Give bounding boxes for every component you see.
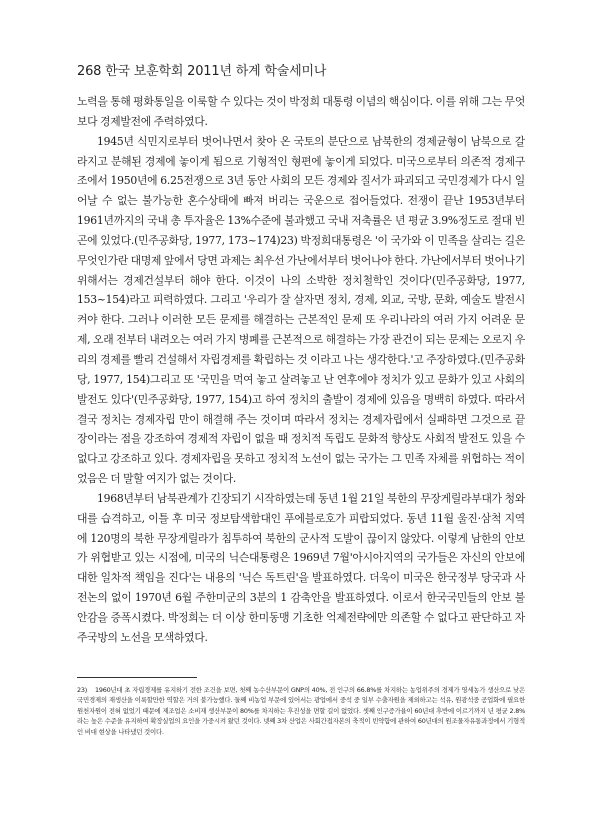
running-header: 268 한국 보훈학회 2011년 하계 학술세미나 <box>77 64 327 79</box>
footnote-text: 1960년대 초 자립경제를 유지하기 전한 조건을 보면, 첫째 농수산부문이 GNP의 40%, 전 인구의 66.8%를 차지하는 농업위주의 경제가 영세농가 생산으로 낮은 국민경제의 재생산을 이룩할만한 역할은 거의 불가능했다. 둘째 비농업 부문에 있어서는 광업에서 중석 중 일부 수출자원을 제외하고는 석유, 원광석중 공업화에 필요한 원천자원이 전혀 없었기 때문에 제조업은 소비재 생산부문이 80%를 차지하는 후진성을 면할 길이 없었다. 셋째 인구증가율이 60년대 후반에 이르기까지 년 평균 2.8%라는 높은 수준을 유지하여 확장실업의 요인을 가중시켜 왔던 것이다. 넷째 3차 산업은 사회간접자본의 축적이 빈약함에 관하여 60년대의 원조물자유통과정에서 기형적인 비대 현상을 나타냈던 것이다. <box>77 686 525 736</box>
paragraph: 1945년 식민지로부터 벗어나면서 찾아 온 국토의 분단으로 남북한의 경제균형이 남북으로 갈라지고 분해된 경제에 놓이게 됨으로 기형적인 형편에 놓이게 되었다. 미국으로부터 의존적 경제구조에서 1950년에 6.25전쟁으로 3년 동안 사회의 모든 경제와 질서가 파괴되고 국민경제가 다시 일어날 수 없는 불가능한 혼수상태에 빠져 버리는 국운으로 접어들었다. 전쟁이 끝난 1953년부터 1961년까지의 국내 총 투자율은 13%수준에 불과했고 국내 저축률은 년 평균 3.9%정도로 절대 빈곤에 있었다.(민주공화당, 1977, 173~174)23) 박정희대통령은 '이 국가와 이 민족을 살리는 길은 무엇인가란 대명제 앞에서 당면 과제는 최우선 가난에서부터 벗어나야 한다. 가난에서부터 벗어나기 위해서는 경제건설부터 해야 한다. 이것이 나의 소박한 정치철학인 것이다'(민주공화당, 1977, 153~154)라고 피력하였다. 그리고 '우리가 잘 살자면 정치, 경제, 외교, 국방, 문화, 예술도 발전시켜야 한다. 그러나 이러한 모든 문제를 해결하는 근본적인 문제 또 우리나라의 여러 가지 어려운 문제, 오래 전부터 내려오는 여러 가지 병폐를 근본적으로 해결하는 가장 관건이 되는 문제는 오로지 우리의 경제를 빨리 건설해서 자립경제를 확립하는 것 이라고 나는 생각한다.'고 주장하였다.(민주공화당, 1977, 154)그리고 또 '국민을 먹여 놓고 살려놓고 난 연후에야 정치가 있고 문화가 있고 사회의 발전도 있다'(민주공화당, 1977, 154)고 하여 정치의 출발이 경제에 있음을 명백히 하였다. 따라서 결국 정치는 경제자립 만이 해결해 주는 것이며 따라서 정치는 경제자립에서 실패하면 그것으로 끝장이라는 점을 강조하여 경제적 자립이 없을 때 정치적 독립도 문화적 향상도 사회적 발전도 있을 수 없다고 강조하고 있다. 경제자립을 못하고 정치적 노선이 없는 국가는 그 민족 자체를 위협하는 적이었음은 더 말할 여지가 없는 것이다. <box>77 134 525 486</box>
paragraph: 1968년부터 남북관계가 긴장되기 시작하였는데 동년 1월 21일 북한의 무장게릴라부대가 청와대를 습격하고, 이틀 후 미국 정보탐색함대인 푸에블로호가 피랍되었다. 동년 11월 울진·삼척 지역에 120명의 북한 무장게릴라가 침투하여 북한의 군사적 도발이 끊이지 않았다. 이렇게 남한의 안보가 위협받고 있는 시점에, 미국의 닉슨대통령은 1969년 7월'아시아지역의 국가들은 자신의 안보에 대한 일차적 책임을 진다'는 내용의 '닉슨 독트린'을 발표하였다. 더욱이 미국은 한국정부 당국과 사전논의 없이 1970년 6월 주한미군의 3분의 1 감축안을 발표하였다. 이로서 한국국민들의 안보 불안감을 증폭시켰다. 박정희는 더 이상 한미동맹 기초한 억제전략에만 의존할 수 없다고 판단하고 자주국방의 노선을 모색하였다. <box>77 491 525 644</box>
paragraph: 노력을 통해 평화통일을 이룩할 수 있다는 것이 박정희 대통령 이념의 핵심이다. 이를 위해 그는 무엇보다 경제발전에 주력하였다. <box>77 95 525 128</box>
footnote-divider <box>77 677 197 678</box>
footnote <box>77 685 525 737</box>
body-text <box>77 92 525 648</box>
footnote-number: 23) <box>77 686 88 694</box>
